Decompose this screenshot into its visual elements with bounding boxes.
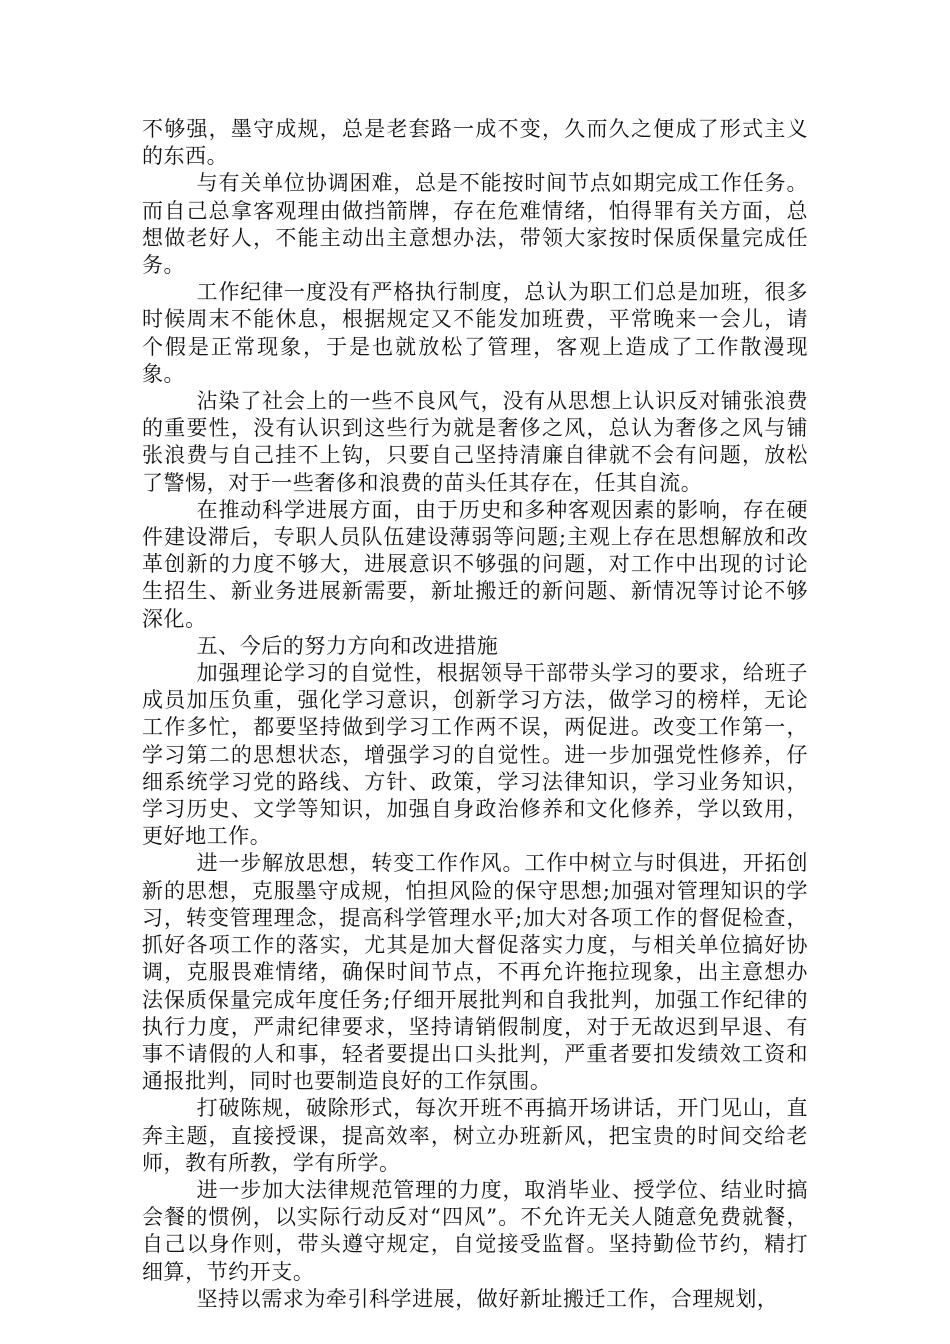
- paragraph-theory-study: 加强理论学习的自觉性，根据领导干部带头学习的要求，给班子成员加压负重，强化学习意识，创新学习方法，做学习的榜样，无论工作多忙，都要坚持做到学习工作两不误，两促进。改变工作第一，学习第二的思想状态，增强学习的自觉性。进一步加强党性修养，仔细系统学习党的路线、方针、政策，学习法律知识，学习业务知识，学习历史、文学等知识，加强自身政治修养和文化修养，学以致用，更好地工作。: [142, 661, 808, 849]
- paragraph-coordination: 与有关单位协调困难，总是不能按时间节点如期完成工作任务。而自己总拿客观理由做挡箭牌，存在危难情绪，怕得罪有关方面，总想做老好人，不能主动出主意想办法，带领大家按时保质保量完成任务。: [142, 171, 808, 278]
- paragraph-continuation: 不够强，墨守成规，总是老套路一成不变，久而久之便成了形式主义的东西。: [142, 117, 808, 169]
- section-heading: 五、今后的努力方向和改进措施: [196, 633, 499, 658]
- paragraph-legal-management: 进一步加大法律规范管理的力度，取消毕业、授学位、结业时搞会餐的惯例，以实际行动反对“四风”。不允许无关人随意免费就餐，自己以身作则，带头遵守规定，自觉接受监督。坚持勤俭节约，精打细算，节约开支。: [142, 1177, 808, 1284]
- paragraph-social-habits: 沾染了社会上的一些不良风气，没有从思想上认识反对铺张浪费的重要性，没有认识到这些行为就是奢侈之风，总认为奢侈之风与铺张浪费与自己挂不上钩，只要自己坚持清廉自律就不会有问题，放松了警惕，对于一些奢侈和浪费的苗头任其存在，任其自流。: [142, 389, 808, 495]
- paragraph-work-discipline: 工作纪律一度没有严格执行制度，总认为职工们总是加班，很多时候周末不能休息，根据规定又不能发加班费，平常晚来一会儿，请个假是正常现象，于是也就放松了管理，客观上造成了工作散漫现象。: [142, 280, 808, 386]
- paragraph-break-conventions: 打破陈规，破除形式，每次开班不再搞开场讲话，开门见山，直奔主题，直接授课，提高效率，树立办班新风，把宝贵的时间交给老师，教有所教，学有所学。: [142, 1096, 808, 1175]
- paragraph-demand-driven: 坚持以需求为牵引科学进展，做好新址搬迁工作，合理规划，: [196, 1286, 779, 1311]
- document-body: [142, 116, 808, 1313]
- paragraph-work-style: 进一步解放思想，转变工作作风。工作中树立与时俱进，开拓创新的思想，克服墨守成规，怕担风险的保守思想;加强对管理知识的学习，转变管理理念，提高科学管理水平;加大对各项工作的督促检查，抓好各项工作的落实，尤其是加大督促落实力度，与相关单位搞好协调，克服畏难情绪，确保时间节点，不再允许拖拉现象，出主意想办法保质保量完成年度任务;仔细开展批判和自我批判，加强工作纪律的执行力度，严肃纪律要求，坚持请销假制度，对于无故迟到早退、有事不请假的人和事，轻者要提出口头批判，严重者要扣发绩效工资和通报批判，同时也要制造良好的工作氛围。: [142, 851, 808, 1094]
- paragraph-scientific-progress: 在推动科学进展方面，由于历史和多种客观因素的影响，存在硬件建设滞后，专职人员队伍建设薄弱等问题;主观上存在思想解放和改革创新的力度不够大，进展意识不够强的问题，对工作中出现的讨论生招生、新业务进展新需要，新址搬迁的新问题、新情况等讨论不够深化。: [142, 497, 808, 631]
